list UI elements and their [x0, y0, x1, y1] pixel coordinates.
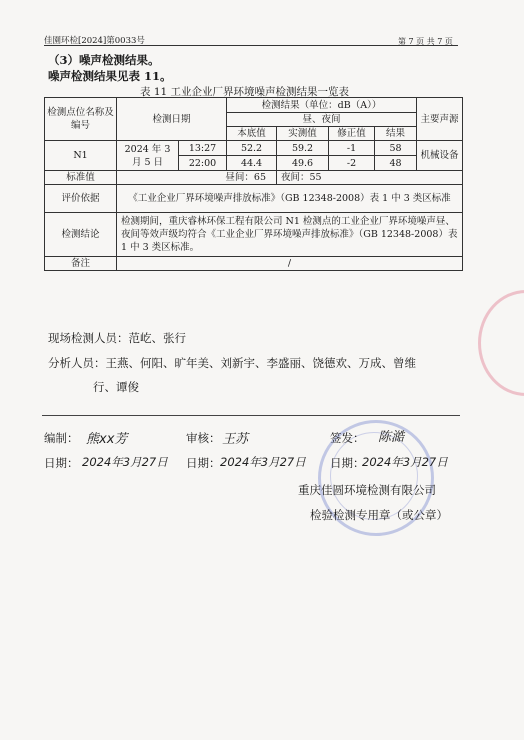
date-review: 2024年3月27日: [220, 455, 306, 469]
noise-result-table: [44, 97, 463, 271]
conclusion-label: 检测结论: [45, 213, 117, 257]
cell-measured: 59.2: [277, 141, 329, 156]
analysis-personnel-line2: 行、谭俊: [93, 380, 139, 394]
field-personnel: 现场检测人员：范屹、张行: [48, 331, 186, 345]
page-info: 第 7 页 共 7 页: [398, 37, 453, 46]
cell-result: 58: [375, 141, 417, 156]
date-label-prepared: 日期：: [44, 456, 79, 470]
basis-label: 评价依据: [45, 185, 117, 213]
cell-result: 48: [375, 156, 417, 171]
standard-night: 夜间：55: [277, 171, 463, 185]
header-background: 本底值: [227, 127, 277, 141]
standard-day: 昼间：65: [117, 171, 277, 185]
cell-correction: -2: [329, 156, 375, 171]
section-title: （3）噪声检测结果。: [48, 53, 160, 67]
cell-background: 52.2: [227, 141, 277, 156]
header-source: 主要声源: [417, 98, 463, 141]
partial-red-stamp: [478, 290, 524, 396]
company-name: 重庆佳圆环境检测有限公司: [298, 483, 436, 497]
header-period: 昼、夜间: [227, 113, 417, 127]
standard-label: 标准值: [45, 171, 117, 185]
remark-text: /: [117, 257, 463, 271]
issue-label: 签发：: [330, 431, 365, 445]
date-issue: 2024年3月27日: [362, 455, 448, 469]
cell-measured: 49.6: [277, 156, 329, 171]
signature-divider: [42, 415, 460, 416]
header-correction: 修正值: [329, 127, 375, 141]
review-label: 审核：: [186, 431, 221, 445]
analysis-personnel-line1: 分析人员：王燕、何阳、旷年美、刘新宇、李盛丽、饶德欢、万成、曾维: [48, 356, 416, 370]
cell-date: 2024 年 3 月 5 日: [117, 141, 179, 171]
cell-background: 44.4: [227, 156, 277, 171]
report-number: 佳園环检[2024]第0033号: [44, 36, 145, 46]
conclusion-text: 检测期间，重庆睿林环保工程有限公司 N1 检测点的工业企业厂界环境噪声昼、夜间等效声级均符合《工业企业厂界环境噪声排放标准》（GB 12348-2008）表 1 中 3 类区标准。: [117, 213, 463, 257]
cell-correction: -1: [329, 141, 375, 156]
cell-time: 22:00: [179, 156, 227, 171]
review-signature: 王苏: [222, 432, 249, 447]
basis-text: 《工业企业厂界环境噪声排放标准》（GB 12348-2008）表 1 中 3 类区标准: [117, 185, 463, 213]
cell-source: 机械设备: [417, 141, 463, 171]
header-measured: 实测值: [277, 127, 329, 141]
date-label-issue: 日期：: [330, 456, 365, 470]
issue-signature: 陈澔: [378, 430, 405, 445]
header-final: 结果: [375, 127, 417, 141]
header-point: 检测点位名称及编号: [45, 98, 117, 141]
date-label-review: 日期：: [186, 456, 221, 470]
cell-point: N1: [45, 141, 117, 171]
table-caption: 表 11 工业企业厂界环境噪声检测结果一览表: [140, 86, 350, 98]
seal-caption: 检验检测专用章（或公章）: [310, 508, 448, 522]
header-divider: [44, 45, 458, 46]
cell-time: 13:27: [179, 141, 227, 156]
date-prepared: 2024年3月27日: [82, 455, 168, 469]
section-subtitle: 噪声检测结果见表 11。: [48, 69, 172, 83]
header-result: 检测结果（单位：dB（A））: [227, 98, 417, 113]
prepared-label: 编制：: [44, 431, 79, 445]
remark-label: 备注: [45, 257, 117, 271]
prepared-signature: 熊xx芳: [86, 432, 128, 447]
header-date: 检测日期: [117, 98, 227, 141]
